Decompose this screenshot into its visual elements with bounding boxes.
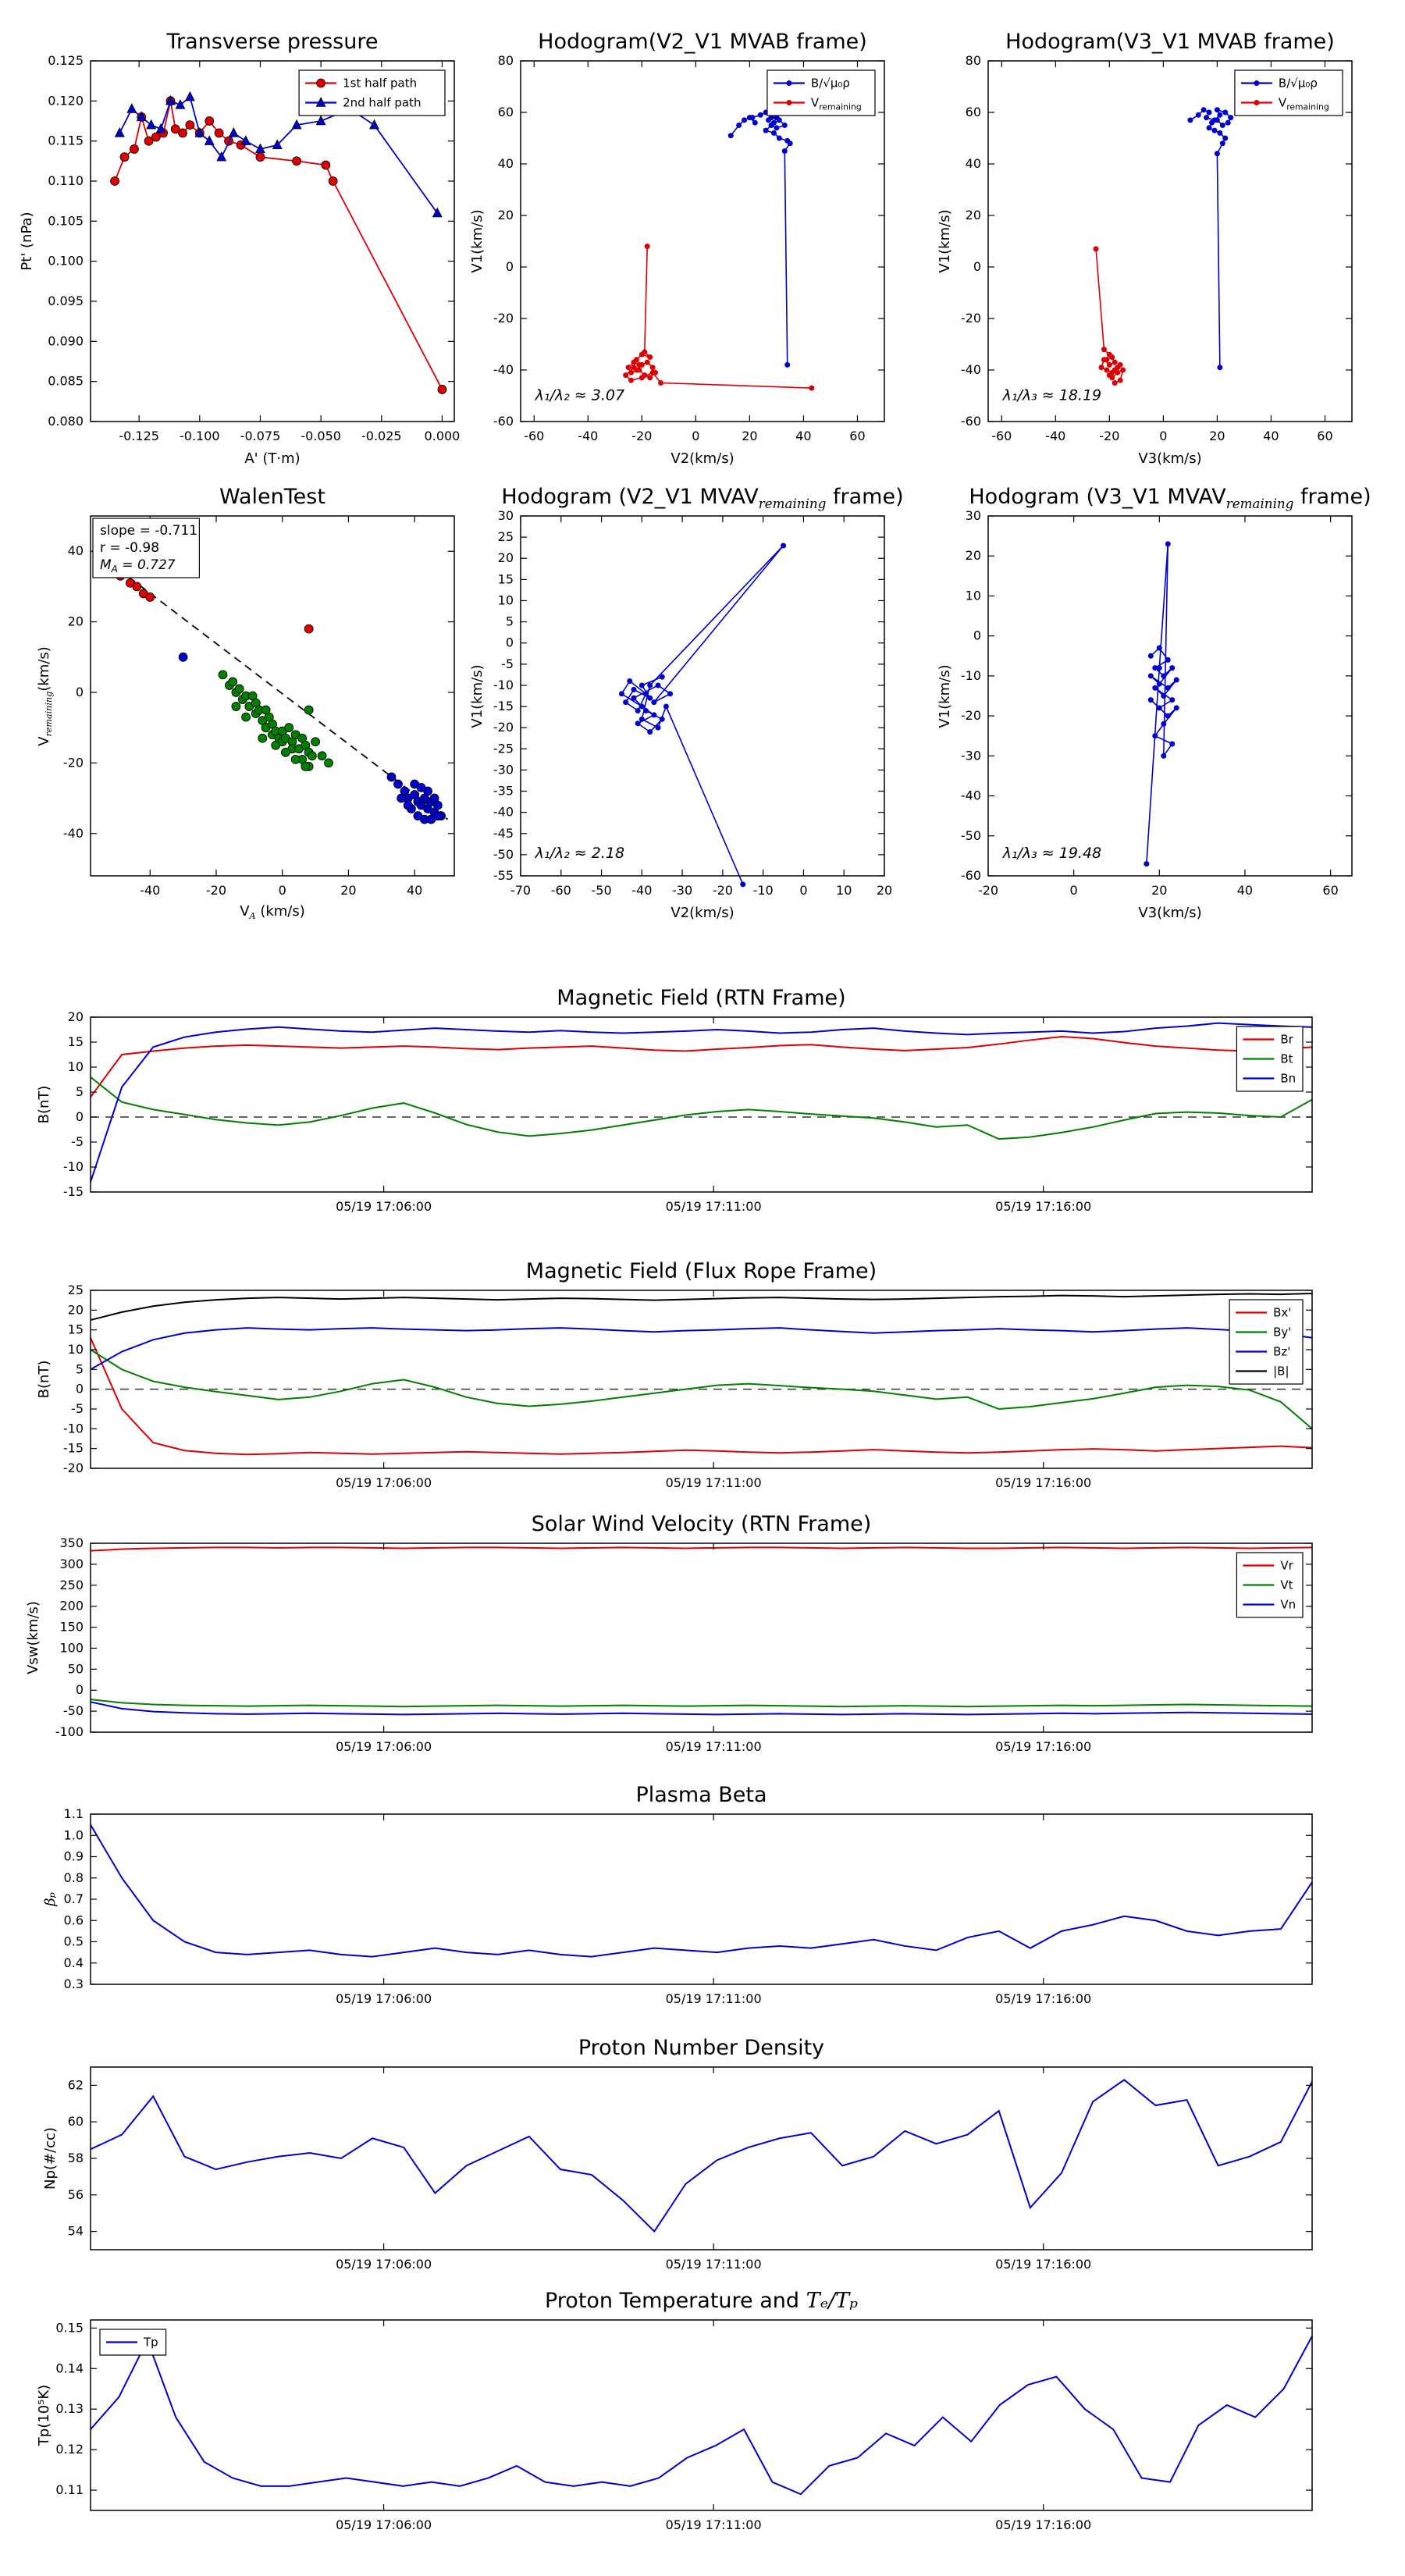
- svg-text:20: 20: [67, 1302, 84, 1318]
- plot-area-svg: [55, 2320, 1312, 2532]
- svg-text:0.9: 0.9: [63, 1848, 84, 1864]
- svg-text:-60: -60: [991, 429, 1012, 443]
- svg-text:-50: -50: [62, 1703, 84, 1719]
- svg-text:-60: -60: [960, 868, 981, 883]
- svg-text:-40: -40: [140, 883, 161, 898]
- plot-area-svg: [960, 508, 1352, 898]
- svg-text:60: 60: [1317, 429, 1333, 443]
- plot-area-svg: [62, 516, 454, 898]
- svg-text:05/19 17:06:00: 05/19 17:06:00: [336, 1199, 432, 1214]
- svg-text:40: 40: [67, 543, 84, 559]
- chart-title-text: Magnetic Field (Flux Rope Frame): [525, 1259, 877, 1283]
- svg-text:15: 15: [67, 1034, 84, 1049]
- legend: [1229, 1300, 1303, 1384]
- svg-text:-40: -40: [631, 883, 653, 898]
- chart-title-text: Magnetic Field (RTN Frame): [557, 986, 846, 1010]
- svg-text:0: 0: [973, 628, 981, 643]
- svg-text:0.7: 0.7: [63, 1891, 84, 1906]
- chart-hodogram-v2v1-mvav: [469, 485, 904, 921]
- x-axis-label-post: (km/s): [255, 903, 305, 920]
- svg-text:58: 58: [67, 2151, 84, 2165]
- svg-text:-60: -60: [960, 414, 981, 429]
- svg-text:0.085: 0.085: [48, 373, 84, 389]
- plot-area: [48, 53, 461, 443]
- y-axis-label: [469, 209, 486, 272]
- y-axis-label-text: V1(km/s): [937, 664, 953, 728]
- chart-hodogram-v3v1-mvab: [937, 30, 1352, 467]
- chart-title: [0, 1783, 1405, 1807]
- chart-proton-number-density: [42, 2036, 1312, 2272]
- plot-area: [493, 508, 893, 898]
- svg-text:-20: -20: [712, 883, 733, 898]
- svg-text:0: 0: [505, 635, 514, 650]
- svg-text:0.11: 0.11: [55, 2482, 84, 2498]
- svg-text:-0.075: -0.075: [240, 429, 281, 443]
- svg-text:-20: -20: [960, 311, 981, 326]
- y-axis-label: [42, 1892, 59, 1906]
- legend: [299, 70, 445, 116]
- svg-text:05/19 17:06:00: 05/19 17:06:00: [336, 1991, 432, 2006]
- svg-text:10: 10: [67, 1059, 84, 1074]
- y-axis-label: [25, 1601, 41, 1674]
- chart-title-text: Hodogram(V2_V1 MVAB frame): [538, 30, 867, 54]
- x-axis-label: [91, 450, 454, 467]
- svg-text:-40: -40: [493, 804, 514, 820]
- y-axis-label-text: βₚ: [42, 1892, 59, 1906]
- svg-text:-5: -5: [71, 1401, 84, 1416]
- svg-text:B/√μ₀ρ: B/√μ₀ρ: [1278, 76, 1318, 91]
- svg-text:350: 350: [59, 1535, 84, 1550]
- y-axis-label-text: V1(km/s): [937, 209, 953, 273]
- svg-text:150: 150: [59, 1619, 84, 1635]
- svg-text:0.6: 0.6: [63, 1912, 84, 1928]
- chart-title-sub: remaining: [758, 495, 827, 511]
- svg-text:05/19 17:16:00: 05/19 17:16:00: [995, 1739, 1092, 1754]
- svg-text:15: 15: [497, 571, 514, 587]
- y-axis-label-text: Vsw(km/s): [25, 1601, 41, 1674]
- svg-text:0.5: 0.5: [63, 1934, 84, 1949]
- svg-text:40: 40: [497, 156, 514, 171]
- svg-text:05/19 17:11:00: 05/19 17:11:00: [665, 1739, 762, 1754]
- chart-title-text: WalenTest: [219, 485, 325, 509]
- x-axis-label: [91, 903, 454, 921]
- y-axis-label: [19, 212, 35, 270]
- chart-magnetic-field-rtn: [36, 986, 1312, 1214]
- svg-text:-60: -60: [493, 414, 514, 429]
- svg-text:-50: -50: [493, 846, 514, 862]
- plot-area-svg: [493, 53, 884, 443]
- chart-title-text: Proton Temperature and: [544, 2289, 806, 2313]
- x-axis-label-sub: A: [249, 911, 256, 921]
- svg-text:05/19 17:11:00: 05/19 17:11:00: [665, 1199, 762, 1214]
- svg-text:-50: -50: [591, 883, 612, 898]
- svg-text:60: 60: [965, 105, 981, 119]
- svg-text:-70: -70: [510, 883, 532, 898]
- svg-text:-20: -20: [960, 708, 981, 724]
- svg-text:0: 0: [75, 1109, 84, 1124]
- svg-text:Vremaining: $V_{remaining}$: [1278, 95, 1329, 112]
- svg-text:By': By': [1273, 1325, 1292, 1340]
- svg-text:0.3: 0.3: [63, 1976, 84, 1991]
- x-axis-label-text: V3(km/s): [1138, 905, 1202, 921]
- plot-area-svg: [48, 53, 461, 443]
- svg-text:40: 40: [1263, 429, 1279, 443]
- plot-area: [67, 2067, 1312, 2272]
- x-axis-label-text: V3(km/s): [1138, 450, 1202, 467]
- svg-text:20: 20: [497, 550, 514, 566]
- chart-title-sub: remaining: [1225, 495, 1294, 511]
- svg-text:25: 25: [67, 1283, 84, 1297]
- x-axis-label: [521, 905, 884, 921]
- svg-text:0.115: 0.115: [48, 133, 84, 148]
- svg-text:-100: -100: [55, 1724, 84, 1739]
- svg-text:0: 0: [692, 429, 700, 443]
- y-axis-label: [937, 209, 953, 272]
- chart-title: [0, 986, 1405, 1010]
- svg-text:50: 50: [67, 1661, 84, 1677]
- svg-text:Vt: Vt: [1280, 1578, 1293, 1592]
- annotation: λ₁/λ₃ ≈ 18.19: [1002, 386, 1102, 404]
- svg-text:-20: -20: [1099, 429, 1120, 443]
- svg-text:-5: -5: [501, 656, 514, 671]
- plot-area: [960, 508, 1352, 898]
- chart-hodogram-v3v1-mvav: [937, 485, 1371, 921]
- svg-text:62: 62: [67, 2077, 84, 2093]
- plot-area: [62, 1009, 1312, 1214]
- plot-area: [62, 516, 454, 898]
- x-axis-label-text: V2(km/s): [670, 905, 735, 921]
- y-axis-label-text: B(nT): [36, 1360, 52, 1399]
- svg-text:0.12: 0.12: [55, 2442, 84, 2457]
- svg-text:Bz': Bz': [1273, 1344, 1291, 1359]
- svg-text:Tp: Tp: [144, 2335, 158, 2350]
- svg-text:-30: -30: [960, 748, 981, 763]
- svg-text:05/19 17:06:00: 05/19 17:06:00: [336, 2517, 432, 2532]
- svg-text:-20: -20: [62, 755, 84, 770]
- legend: [1235, 70, 1343, 116]
- chart-title-post: frame): [1293, 485, 1371, 509]
- chart-magnetic-field-flux-rope: [36, 1259, 1312, 1490]
- svg-text:0.110: 0.110: [48, 173, 84, 188]
- svg-text:Bn: Bn: [1280, 1071, 1297, 1086]
- y-axis-label-text: Np(#/cc): [42, 2127, 59, 2190]
- svg-text:0: 0: [278, 883, 286, 898]
- x-axis-label: [988, 450, 1352, 467]
- svg-text:Vn: Vn: [1280, 1597, 1297, 1612]
- svg-text:-40: -40: [960, 788, 981, 803]
- plot-area-svg: [63, 1806, 1312, 2006]
- svg-text:-10: -10: [960, 667, 981, 683]
- chart-solar-wind-velocity: [25, 1512, 1312, 1754]
- chart-title-text: Hodogram (V3_V1 MVAV: [969, 485, 1226, 509]
- chart-title-text: Hodogram(V3_V1 MVAB frame): [1005, 30, 1335, 54]
- y-axis-label-text: Pt' (nPa): [19, 212, 35, 271]
- svg-text:-40: -40: [493, 362, 514, 377]
- chart-title-text: Proton Number Density: [578, 2036, 825, 2060]
- svg-text:-5: -5: [71, 1134, 84, 1149]
- svg-text:-0.125: -0.125: [119, 429, 159, 443]
- svg-text:-15: -15: [62, 1184, 84, 1199]
- plot-area-svg: [62, 1283, 1312, 1490]
- svg-text:-20: -20: [977, 883, 999, 898]
- x-axis-label-text: A' (T·m): [244, 450, 301, 467]
- svg-text:0.105: 0.105: [48, 213, 84, 229]
- svg-text:-45: -45: [493, 825, 514, 841]
- y-axis-label-text: B(nT): [36, 1085, 52, 1124]
- chart-title: [0, 1259, 1405, 1283]
- stats-box: [93, 518, 199, 578]
- plot-area-svg: [493, 508, 893, 898]
- svg-text:0: 0: [973, 259, 981, 274]
- svg-text:200: 200: [59, 1598, 84, 1614]
- svg-text:05/19 17:06:00: 05/19 17:06:00: [336, 1739, 432, 1754]
- svg-text:60: 60: [1322, 883, 1339, 898]
- x-axis-label-text: V2(km/s): [670, 450, 735, 467]
- svg-text:-20: -20: [631, 429, 653, 443]
- svg-text:0: 0: [505, 259, 514, 274]
- plot-area-svg: [55, 1535, 1312, 1754]
- svg-text:0.120: 0.120: [48, 93, 84, 109]
- svg-text:40: 40: [1236, 883, 1254, 898]
- svg-text:60: 60: [497, 105, 514, 119]
- svg-text:20: 20: [965, 208, 981, 222]
- x-axis-label: [521, 450, 884, 467]
- svg-text:0: 0: [1159, 429, 1168, 443]
- svg-text:0.15: 0.15: [55, 2320, 84, 2336]
- annotation: λ₁/λ₂ ≈ 3.07: [535, 386, 625, 404]
- svg-text:05/19 17:11:00: 05/19 17:11:00: [665, 2517, 762, 2532]
- svg-text:20: 20: [340, 883, 357, 898]
- svg-text:2nd half path: 2nd half path: [343, 95, 422, 110]
- y-axis-label: [36, 2385, 52, 2446]
- svg-text:1st half path: 1st half path: [343, 76, 418, 91]
- svg-text:20: 20: [67, 614, 84, 629]
- svg-text:80: 80: [965, 53, 981, 68]
- svg-text:05/19 17:11:00: 05/19 17:11:00: [665, 1991, 762, 2006]
- svg-text:30: 30: [965, 508, 981, 523]
- svg-text:Vr: Vr: [1280, 1558, 1293, 1573]
- svg-text:-35: -35: [493, 783, 514, 799]
- svg-text:0.100: 0.100: [48, 253, 84, 269]
- svg-text:10: 10: [67, 1342, 84, 1357]
- svg-text:-20: -20: [493, 311, 514, 326]
- svg-text:10: 10: [497, 592, 514, 608]
- chart-title: [895, 485, 1405, 511]
- y-axis-label: [469, 664, 486, 728]
- svg-text:54: 54: [67, 2223, 84, 2239]
- svg-text:05/19 17:06:00: 05/19 17:06:00: [336, 1475, 432, 1490]
- y-axis-label-text: V1(km/s): [469, 664, 486, 728]
- y-axis-label-text: V: [36, 735, 52, 746]
- svg-text:-60: -60: [550, 883, 571, 898]
- svg-text:05/19 17:16:00: 05/19 17:16:00: [995, 1991, 1092, 2006]
- svg-text:-25: -25: [493, 741, 514, 756]
- svg-text:0.080: 0.080: [48, 414, 84, 429]
- svg-text:20: 20: [876, 883, 893, 898]
- annotation: λ₁/λ₂ ≈ 2.18: [535, 844, 625, 862]
- plot-area: [960, 53, 1352, 443]
- svg-text:05/19 17:16:00: 05/19 17:16:00: [995, 2517, 1092, 2532]
- y-axis-label: [36, 1361, 52, 1399]
- svg-text:-20: -20: [493, 720, 514, 735]
- svg-text:20: 20: [965, 548, 981, 564]
- svg-text:0: 0: [1069, 883, 1078, 898]
- plot-area: [55, 1535, 1312, 1754]
- svg-text:Vremaining: $V_{remaining}$: [810, 95, 862, 112]
- svg-text:300: 300: [59, 1556, 84, 1571]
- svg-text:60: 60: [849, 429, 866, 443]
- svg-text:20: 20: [67, 1009, 84, 1024]
- svg-text:-30: -30: [493, 762, 514, 777]
- x-axis-label: [988, 905, 1352, 921]
- plot-area-svg: [62, 1009, 1312, 1214]
- svg-text:1.1: 1.1: [63, 1806, 84, 1821]
- svg-text:05/19 17:16:00: 05/19 17:16:00: [995, 1199, 1092, 1214]
- y-axis-label: [36, 646, 54, 746]
- svg-text:-0.025: -0.025: [361, 429, 402, 443]
- svg-text:15: 15: [67, 1322, 84, 1337]
- chart-title: [895, 30, 1405, 54]
- svg-text:Bx': Bx': [1273, 1305, 1292, 1320]
- svg-text:0.000: 0.000: [424, 429, 461, 443]
- svg-text:-0.050: -0.050: [301, 429, 341, 443]
- svg-text:B/√μ₀ρ: B/√μ₀ρ: [810, 76, 850, 91]
- svg-text:56: 56: [67, 2186, 84, 2202]
- svg-text:40: 40: [795, 429, 812, 443]
- svg-text:05/19 17:06:00: 05/19 17:06:00: [336, 2257, 432, 2272]
- chart-walen-test: [36, 485, 454, 921]
- svg-text:05/19 17:11:00: 05/19 17:11:00: [665, 2257, 762, 2272]
- svg-text:-40: -40: [1045, 429, 1066, 443]
- chart-title-text: Hodogram (V2_V1 MVAV: [501, 485, 759, 509]
- svg-text:-15: -15: [62, 1440, 84, 1456]
- svg-text:0.14: 0.14: [55, 2361, 84, 2376]
- plot-area-svg: [67, 2067, 1312, 2272]
- svg-text:-10: -10: [493, 677, 514, 692]
- svg-text:100: 100: [59, 1640, 84, 1656]
- svg-text:20: 20: [497, 208, 514, 222]
- y-axis-label-text: V1(km/s): [469, 209, 486, 273]
- svg-text:10: 10: [836, 883, 852, 898]
- svg-text:0: 0: [75, 1381, 84, 1397]
- y-axis-label-sub: remaining: [43, 691, 54, 736]
- chart-title-text: Transverse pressure: [166, 30, 379, 54]
- svg-text:5: 5: [505, 614, 514, 629]
- svg-text:10: 10: [965, 588, 981, 603]
- legend: [1236, 1553, 1303, 1617]
- chart-transverse-pressure: [19, 30, 461, 467]
- svg-text:0.13: 0.13: [55, 2401, 84, 2417]
- chart-title-text: Solar Wind Velocity (RTN Frame): [531, 1512, 872, 1536]
- svg-text:0: 0: [75, 684, 84, 699]
- svg-text:5: 5: [75, 1084, 84, 1099]
- svg-text:0.125: 0.125: [48, 53, 84, 68]
- svg-text:250: 250: [59, 1577, 84, 1592]
- svg-text:-40: -40: [578, 429, 599, 443]
- svg-text:0.095: 0.095: [48, 294, 84, 308]
- svg-text:5: 5: [75, 1361, 84, 1377]
- svg-text:-10: -10: [62, 1159, 84, 1174]
- svg-text:0: 0: [75, 1682, 84, 1698]
- svg-text:-40: -40: [960, 362, 981, 377]
- chart-title-math: Tₑ/Tₚ: [806, 2289, 858, 2313]
- svg-text:20: 20: [742, 429, 758, 443]
- svg-text:Bt: Bt: [1280, 1051, 1293, 1066]
- legend: [100, 2329, 166, 2355]
- svg-text:Br: Br: [1280, 1032, 1293, 1047]
- svg-text:r = -0.98: r = -0.98: [100, 540, 160, 556]
- svg-text:25: 25: [497, 529, 514, 545]
- chart-title: [0, 2289, 1405, 2313]
- chart-plasma-beta: [42, 1783, 1312, 2006]
- y-axis-label: [42, 2127, 59, 2190]
- svg-text:-0.100: -0.100: [180, 429, 220, 443]
- svg-text:-15: -15: [493, 699, 514, 714]
- svg-text:0.8: 0.8: [63, 1870, 84, 1885]
- x-axis-label-text: V: [240, 903, 250, 920]
- chart-title: [0, 1512, 1405, 1536]
- svg-text:-30: -30: [672, 883, 693, 898]
- svg-text:40: 40: [965, 156, 981, 171]
- annotation: λ₁/λ₃ ≈ 19.48: [1002, 844, 1102, 862]
- svg-text:MA = 0.727: $M_A = 0.727$: [100, 557, 176, 575]
- svg-text:20: 20: [1151, 883, 1168, 898]
- y-axis-label: [36, 1086, 52, 1124]
- svg-text:30: 30: [497, 508, 514, 523]
- legend: [1236, 1026, 1303, 1091]
- svg-text:1.0: 1.0: [63, 1827, 84, 1843]
- svg-text:-20: -20: [205, 883, 227, 898]
- svg-text:-40: -40: [62, 825, 84, 841]
- svg-text:-60: -60: [524, 429, 545, 443]
- y-axis-label: [937, 664, 953, 728]
- chart-title: [0, 2036, 1405, 2060]
- plot-area: [62, 1283, 1312, 1490]
- y-axis-label-post: (km/s): [36, 646, 52, 692]
- legend: [767, 70, 875, 116]
- svg-text:20: 20: [1209, 429, 1225, 443]
- svg-text:80: 80: [497, 53, 514, 68]
- svg-text:60: 60: [67, 2114, 84, 2129]
- plot-area: [63, 1806, 1312, 2006]
- svg-text:-10: -10: [62, 1421, 84, 1436]
- svg-text:0.4: 0.4: [63, 1955, 84, 1970]
- svg-text:slope = -0.711: slope = -0.711: [100, 523, 198, 539]
- svg-text:40: 40: [406, 883, 423, 898]
- svg-text:-55: -55: [493, 868, 514, 883]
- plot-area-svg: [960, 53, 1352, 443]
- svg-text:05/19 17:16:00: 05/19 17:16:00: [995, 2257, 1092, 2272]
- svg-text:05/19 17:11:00: 05/19 17:11:00: [665, 1475, 762, 1490]
- chart-title-text: Plasma Beta: [635, 1783, 767, 1807]
- svg-text:|B|: |B|: [1273, 1364, 1289, 1379]
- svg-text:-50: -50: [960, 827, 981, 843]
- svg-text:0.090: 0.090: [48, 333, 84, 349]
- chart-proton-temperature: [36, 2289, 1312, 2532]
- y-axis-label-text: Tp(10⁵K): [36, 2384, 52, 2446]
- chart-hodogram-v2v1-mvab: [469, 30, 884, 467]
- svg-text:0: 0: [799, 883, 808, 898]
- plot-area: [493, 53, 884, 443]
- svg-text:05/19 17:16:00: 05/19 17:16:00: [995, 1475, 1092, 1490]
- svg-text:-10: -10: [752, 883, 774, 898]
- plot-area: [55, 2320, 1312, 2532]
- svg-text:-20: -20: [62, 1461, 84, 1475]
- chart-title-post: frame): [826, 485, 904, 509]
